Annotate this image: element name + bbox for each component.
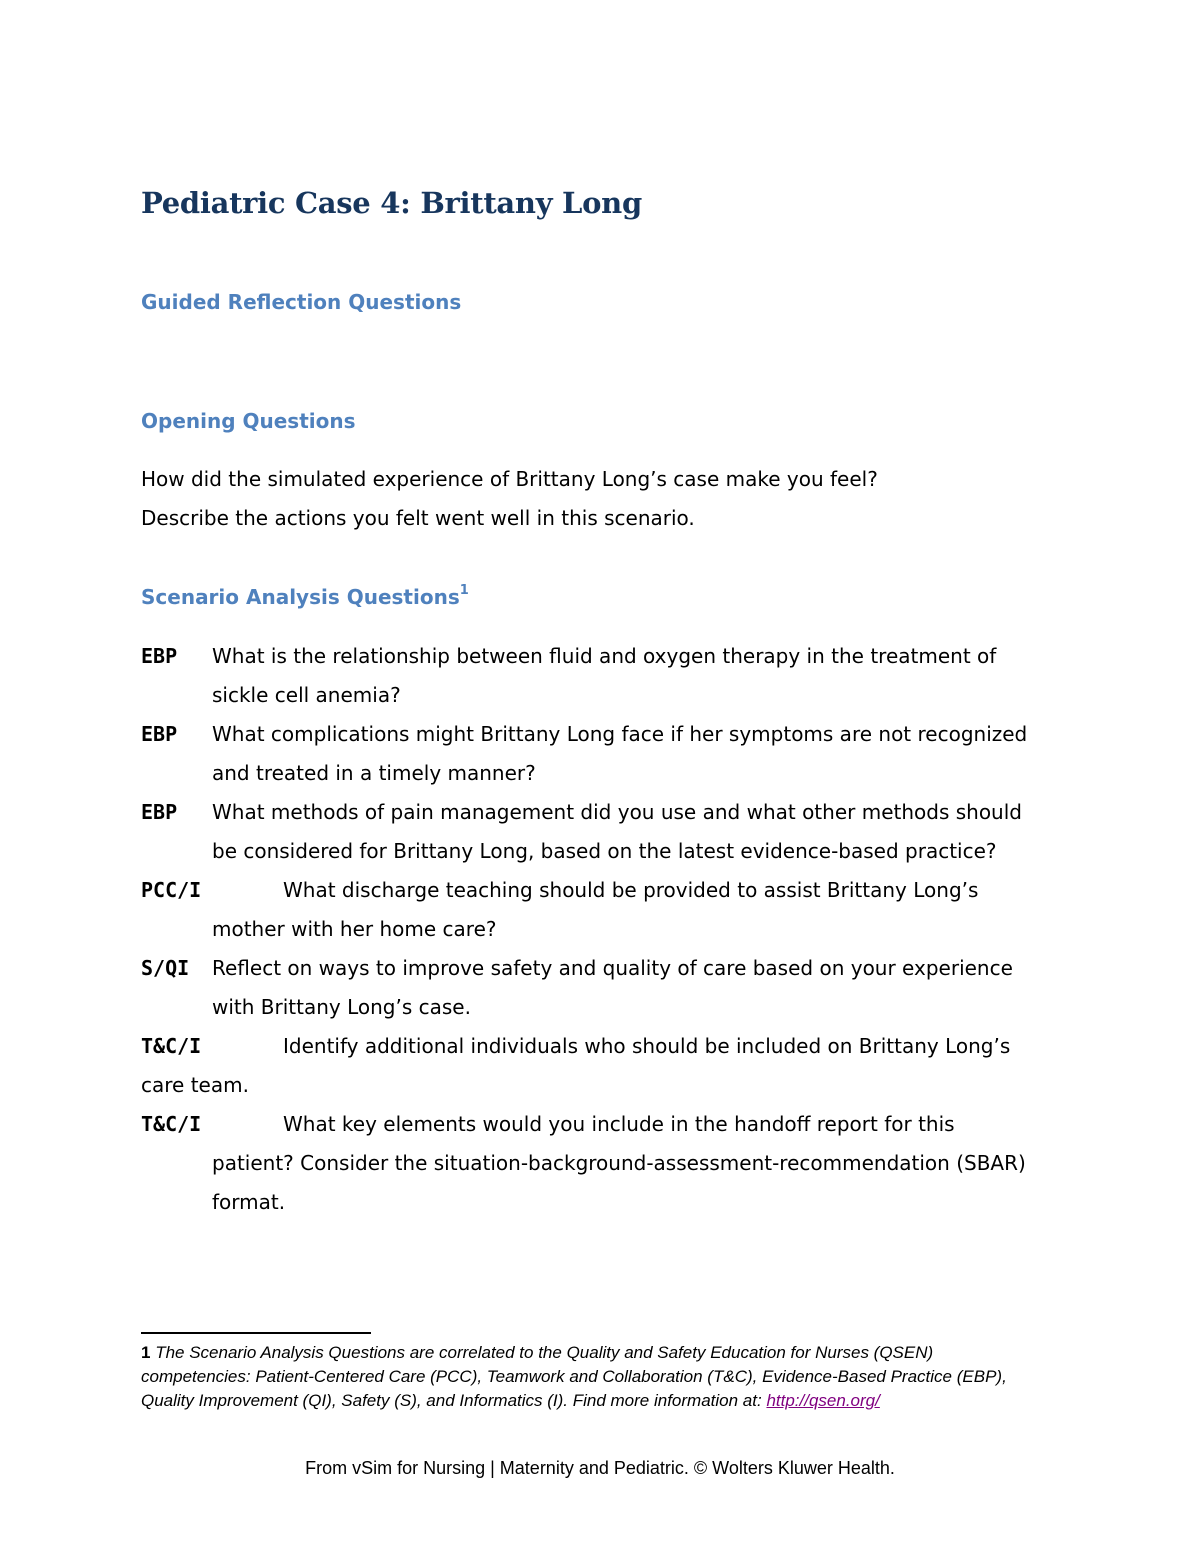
question-text: What is the relationship between fluid and oxygen therapy in the treatment of sickle cell anemia? (212, 644, 997, 707)
analysis-question (141, 871, 1041, 949)
analysis-question (141, 793, 1041, 871)
analysis-question (141, 1105, 1041, 1222)
footnote-number: 1 (141, 1343, 151, 1362)
qsen-link[interactable]: http://qsen.org/ (766, 1391, 880, 1410)
competency-code: EBP (141, 644, 178, 668)
question-text: What key elements would you include in the handoff report for this patient? Consider the situation-background-assessment-recommendation (SBAR) format. (212, 1112, 1026, 1214)
competency-code: EBP (141, 722, 178, 746)
analysis-question (141, 715, 1041, 793)
analysis-question (141, 637, 1041, 715)
scenario-analysis-heading-text: Scenario Analysis Questions (141, 585, 460, 609)
question-text: Reflect on ways to improve safety and quality of care based on your experience with Brittany Long’s case. (212, 956, 1013, 1019)
footnote (141, 1341, 1041, 1413)
competency-code: T&C/I (141, 1112, 202, 1136)
question-text: What discharge teaching should be provided to assist Brittany Long’s mother with her home care? (212, 878, 979, 941)
question-text: What methods of pain management did you use and what other methods should be considered for Brittany Long, based on the latest evidence-based practice? (212, 800, 1022, 863)
question-text: Identify additional individuals who should be included on Brittany Long’s care team. (141, 1034, 1011, 1097)
competency-code: S/QI (141, 956, 190, 980)
opening-question-1: How did the simulated experience of Brittany Long’s case make you feel? (141, 467, 878, 491)
scenario-analysis-heading (141, 585, 469, 609)
analysis-question-list (141, 637, 1041, 1222)
competency-code: EBP (141, 800, 178, 824)
opening-question-2: Describe the actions you felt went well in this scenario. (141, 506, 695, 530)
page-title: Pediatric Case 4: Brittany Long (141, 186, 642, 220)
competency-code: PCC/I (141, 878, 202, 902)
page-footer: From vSim for Nursing | Maternity and Pediatric. © Wolters Kluwer Health. (305, 1458, 895, 1478)
competency-code: T&C/I (141, 1034, 202, 1058)
question-text: What complications might Brittany Long face if her symptoms are not recognized and treated in a timely manner? (212, 722, 1028, 785)
footnote-separator (141, 1332, 371, 1334)
footnote-reference: 1 (459, 583, 469, 599)
analysis-question (141, 949, 1041, 1027)
guided-reflection-heading: Guided Reflection Questions (141, 290, 462, 314)
opening-questions-heading: Opening Questions (141, 409, 356, 433)
analysis-question (141, 1027, 1041, 1105)
footnote-text: The Scenario Analysis Questions are correlated to the Quality and Safety Education for Nurses (QSEN) competencies: Patient-Centered Care (PCC), Teamwork and Collaboration (T&C), Evidence-Based Practice (EBP), Quality Improvement (QI), Safety (S), and Informatics (I). Find more information at: (141, 1343, 1007, 1410)
